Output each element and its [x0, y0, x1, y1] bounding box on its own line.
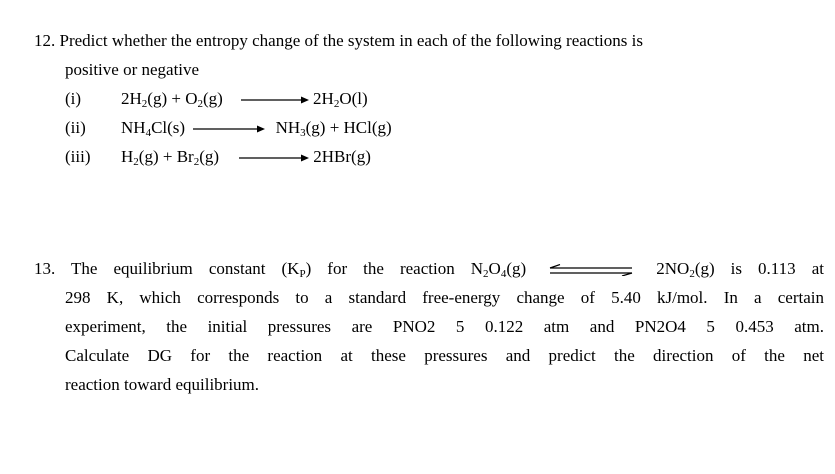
reaction-ii-reactants: $NH_4Cl(s)$	[121, 118, 186, 139]
reaction-i-number: (i)	[65, 89, 82, 108]
q13-line-4: Calculate DG for the reaction at these pressures and predict the direction of the net	[65, 346, 824, 365]
reaction-arrow-icon	[231, 95, 309, 105]
reaction-iii-number: (iii)	[65, 147, 91, 166]
reaction-i	[34, 84, 824, 113]
reaction-ii-number: (ii)	[65, 118, 86, 137]
q13-line-5: reaction toward equilibrium.	[65, 375, 260, 394]
reaction-arrow-icon	[193, 124, 267, 134]
reaction-list	[34, 84, 824, 171]
q12-line-1: 12. Predict whether the entropy change of the system in each of the following reactions is	[34, 31, 643, 50]
reaction-ii-products: $NH_3(g) + HCl(g)$	[275, 118, 392, 139]
reaction-i-products: $2H_2O(l)$	[313, 89, 368, 110]
question-12	[34, 26, 824, 171]
question-13	[34, 254, 824, 399]
reaction-iii	[34, 142, 824, 171]
reaction-i-reactants: $2H_2(g) + O_2(g)$	[121, 89, 223, 110]
q13-line-1: 13. The equilibrium constant $(K_P)$ for the reaction $N_2O_4(g)$ $2NO_2(g)$ is 0.113 at	[34, 259, 824, 280]
q13-line-3: experiment, the initial pressures are PNO2 5 0.122 atm and PN2O4 5 0.453 atm.	[65, 317, 824, 336]
reaction-iii-products: 2HBr(g)	[313, 147, 371, 166]
q13-line-2: 298 K, which corresponds to a standard free-energy change of 5.40 kJ/mol. In a certain	[65, 288, 824, 307]
equilibrium-arrow-icon	[548, 264, 634, 276]
reaction-iii-reactants: $H_2(g) + Br_2(g)$	[121, 147, 220, 168]
reaction-arrow-icon	[227, 153, 309, 163]
q12-line-2: positive or negative	[65, 60, 200, 79]
reaction-ii	[34, 113, 824, 142]
